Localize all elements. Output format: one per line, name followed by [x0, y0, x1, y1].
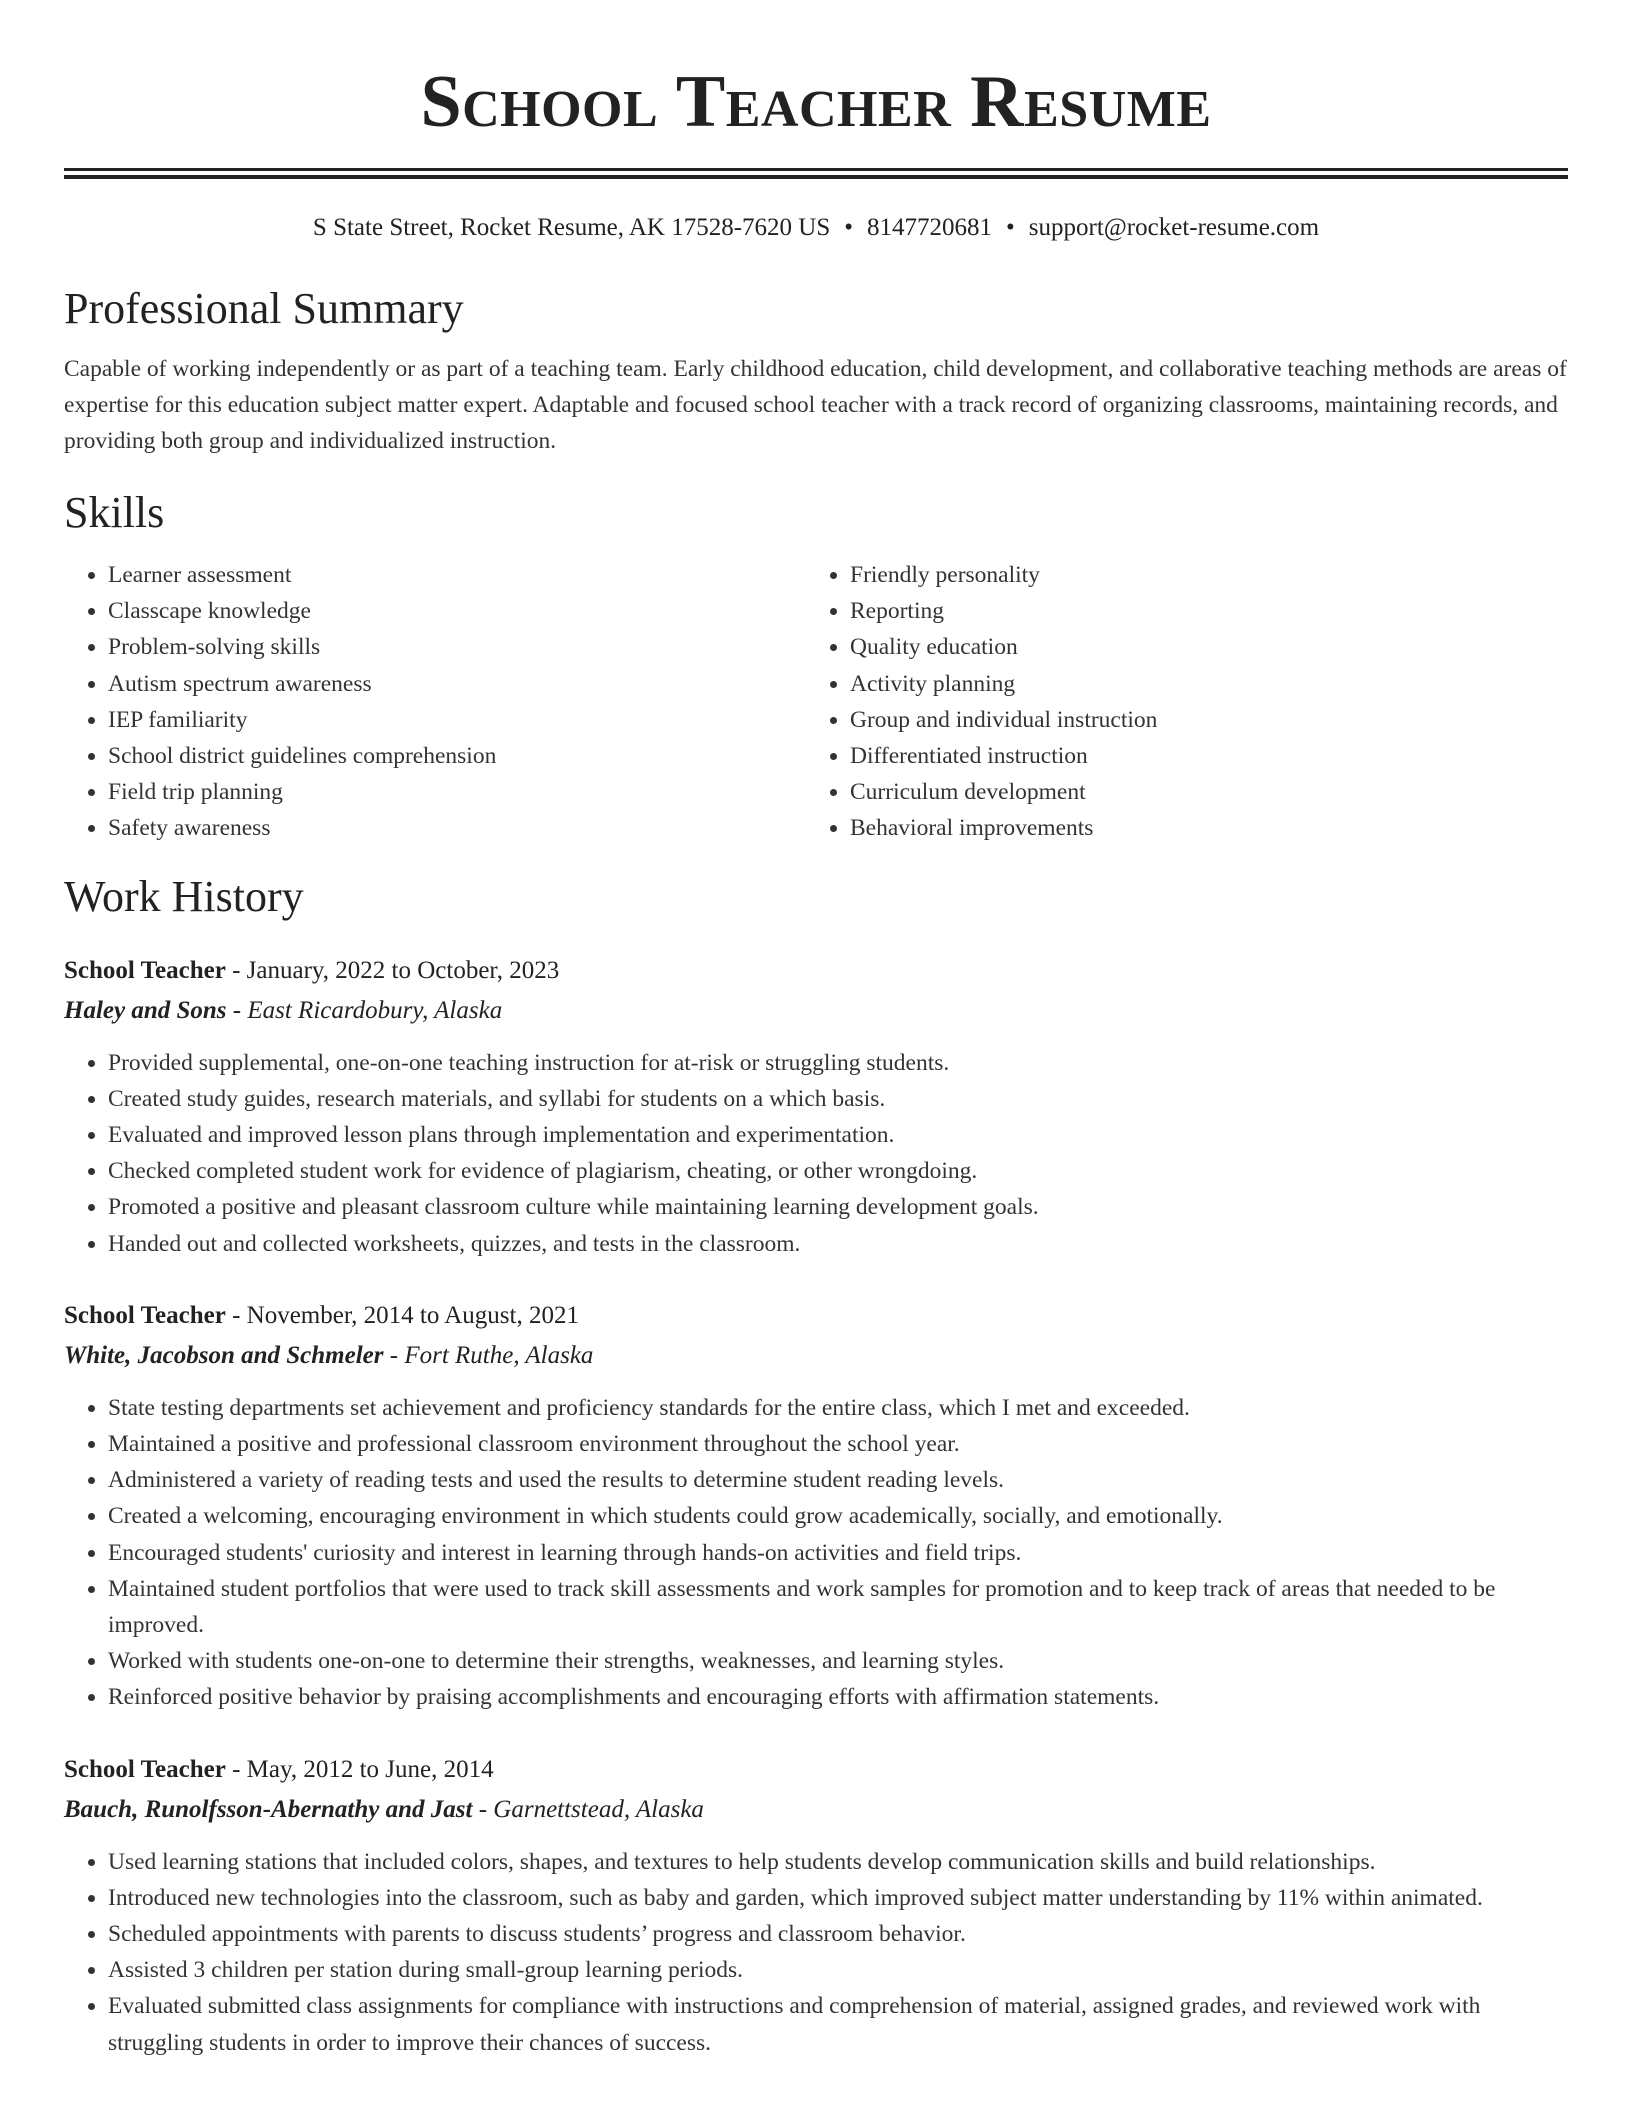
resume-title: School Teacher Resume: [420, 61, 1212, 143]
contact-phone: 8147720681: [867, 214, 993, 241]
job-company-line: [64, 1790, 1568, 1830]
job-dates: January, 2022 to October, 2023: [246, 956, 560, 984]
job-bullet: • Evaluated submitted class assignments for compliance with instructions and comprehension of material, assigned grades, and reviewed work with struggling students in order to improve their chances of success.: [108, 1988, 1568, 2060]
skill-item: • Classcape knowledge: [108, 593, 806, 629]
skill-item: • IEP familiarity: [108, 702, 806, 738]
skills-heading: Skills: [64, 488, 165, 537]
contact-email: support@rocket-resume.com: [1028, 214, 1320, 241]
job-dash: -: [383, 1341, 405, 1369]
skills-column-right: [806, 557, 1548, 847]
job-location: East Ricardobury, Alaska: [247, 996, 503, 1024]
job-bullet: • Handed out and collected worksheets, quizzes, and tests in the classroom.: [108, 1226, 1568, 1262]
skill-item: • Learner assessment: [108, 557, 806, 593]
job-title: School Teacher: [64, 1755, 226, 1783]
job-bullet: • Created a welcoming, encouraging environment in which students could grow academically, socially, and emotionally.: [108, 1498, 1568, 1534]
job-title-line: [64, 1750, 1568, 1790]
job-entry: [64, 1750, 1568, 2061]
job-dash: -: [225, 1755, 247, 1783]
job-dash: -: [472, 1795, 494, 1823]
skill-item: • Friendly personality: [850, 557, 1548, 593]
job-bullet: • Administered a variety of reading tests and used the results to determine student reading levels.: [108, 1462, 1568, 1498]
contact-line: [64, 213, 1568, 243]
job-dates: May, 2012 to June, 2014: [246, 1755, 494, 1783]
job-bullet: • Provided supplemental, one-on-one teaching instruction for at-risk or struggling students.: [108, 1045, 1568, 1081]
job-dates: November, 2014 to August, 2021: [246, 1301, 579, 1329]
skill-item: • Behavioral improvements: [850, 810, 1548, 846]
job-dash: -: [225, 956, 247, 984]
job-dash: -: [225, 1301, 247, 1329]
job-entry: [64, 951, 1568, 1262]
job-bullet: • Used learning stations that included colors, shapes, and textures to help students develop communication skills and build relationships.: [108, 1844, 1568, 1880]
skill-item: • Autism spectrum awareness: [108, 666, 806, 702]
job-bullet: • Reinforced positive behavior by praising accomplishments and encouraging efforts with affirmation statements.: [108, 1679, 1568, 1715]
resume-page: [64, 0, 1568, 2061]
skill-item: • Activity planning: [850, 666, 1548, 702]
skill-item: • School district guidelines comprehension: [108, 738, 806, 774]
job-company-line: [64, 1336, 1568, 1376]
skill-item: • Problem-solving skills: [108, 629, 806, 665]
job-bullet: • Maintained a positive and professional classroom environment throughout the school year.: [108, 1426, 1568, 1462]
job-bullet: • Encouraged students' curiosity and interest in learning through hands-on activities and field trips.: [108, 1535, 1568, 1571]
job-title: School Teacher: [64, 956, 226, 984]
title-divider: [64, 168, 1568, 179]
job-bullet: • State testing departments set achievement and proficiency standards for the entire class, which I met and exceeded.: [108, 1390, 1568, 1426]
summary-heading: Professional Summary: [64, 284, 464, 333]
job-company: Bauch, Runolfsson-Abernathy and Jast: [64, 1795, 473, 1823]
skill-item: • Reporting: [850, 593, 1548, 629]
job-title-line: [64, 951, 1568, 991]
skill-item: • Group and individual instruction: [850, 702, 1548, 738]
job-bullets: [64, 1390, 1568, 1716]
job-bullet: • Assisted 3 children per station during small-group learning periods.: [108, 1952, 1568, 1988]
job-location: Garnettstead, Alaska: [493, 1795, 704, 1823]
job-bullet: • Created study guides, research materials, and syllabi for students on a which basis.: [108, 1081, 1568, 1117]
job-title: School Teacher: [64, 1301, 226, 1329]
job-company-line: [64, 991, 1568, 1031]
contact-separator: •: [844, 214, 854, 241]
job-bullet: • Promoted a positive and pleasant classroom culture while maintaining learning development goals.: [108, 1189, 1568, 1225]
job-bullet: • Worked with students one-on-one to determine their strengths, weaknesses, and learning styles.: [108, 1643, 1568, 1679]
job-bullet: • Evaluated and improved lesson plans through implementation and experimentation.: [108, 1117, 1568, 1153]
job-bullet: • Scheduled appointments with parents to discuss students’ progress and classroom behavior.: [108, 1916, 1568, 1952]
job-company: Haley and Sons: [64, 996, 227, 1024]
skill-item: • Field trip planning: [108, 774, 806, 810]
summary-text: Capable of working independently or as part of a teaching team. Early childhood education, child development, and collaborative teaching methods are areas of expertise for this education subject matter expert. Adaptable and focused school teacher with a track record of organizing classrooms, maintaining records, and providing both group and individualized instruction.: [64, 356, 1567, 454]
job-bullet: • Maintained student portfolios that were used to track skill assessments and work samples for promotion and to keep track of areas that needed to be improved.: [108, 1571, 1568, 1643]
job-bullets: [64, 1844, 1568, 2061]
contact-separator: •: [1006, 214, 1015, 241]
skill-item: • Differentiated instruction: [850, 738, 1548, 774]
job-location: Fort Ruthe, Alaska: [404, 1341, 594, 1369]
job-dash: -: [226, 996, 248, 1024]
job-entry: [64, 1296, 1568, 1716]
job-bullet: • Introduced new technologies into the classroom, such as baby and garden, which improved subject matter understanding by 11% within animated.: [108, 1880, 1568, 1916]
job-bullet: • Checked completed student work for evidence of plagiarism, cheating, or other wrongdoing.: [108, 1153, 1568, 1189]
skill-item: • Quality education: [850, 629, 1548, 665]
work-history-heading: Work History: [64, 871, 304, 921]
job-company: White, Jacobson and Schmeler: [64, 1341, 384, 1369]
skill-item: • Safety awareness: [108, 810, 806, 846]
job-title-line: [64, 1296, 1568, 1336]
job-bullets: [64, 1045, 1568, 1262]
skills-list: [64, 557, 1568, 847]
skills-column-left: [64, 557, 806, 847]
skill-item: • Curriculum development: [850, 774, 1548, 810]
contact-address: S State Street, Rocket Resume, AK 17528-7620 US: [312, 214, 831, 241]
